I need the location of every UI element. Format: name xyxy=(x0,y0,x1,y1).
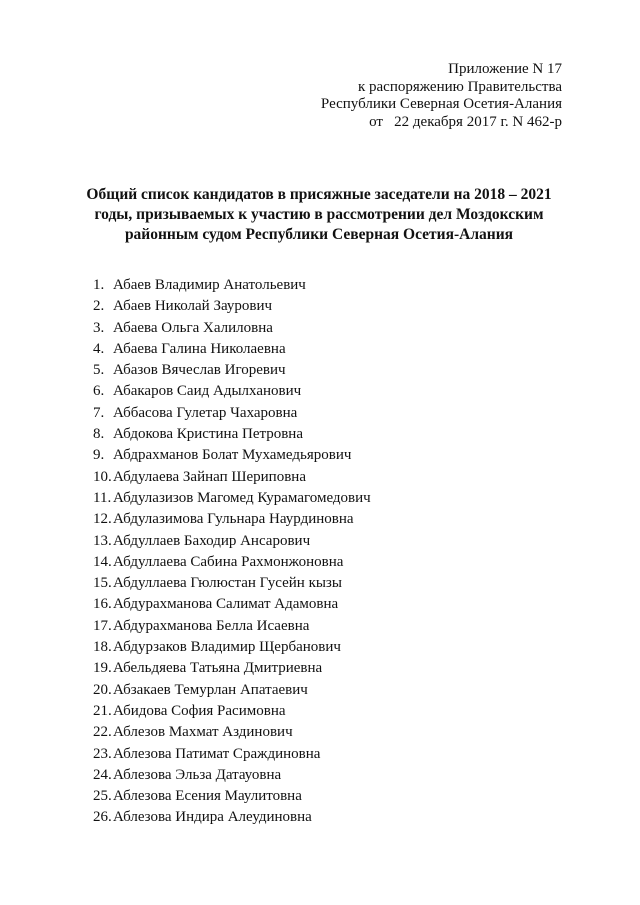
list-item xyxy=(93,445,371,466)
list-item xyxy=(93,488,371,509)
list-item-number: 26. xyxy=(93,809,112,826)
list-item xyxy=(93,318,371,339)
list-item-name: Аблезова Эльза Датауовна xyxy=(113,766,282,783)
list-item xyxy=(93,296,371,317)
list-item-number: 3. xyxy=(93,319,105,336)
list-item xyxy=(93,701,371,722)
list-item-name: Абаева Ольга Халиловна xyxy=(113,319,273,336)
list-item xyxy=(93,807,371,828)
list-item-name: Абдокова Кристина Петровна xyxy=(113,426,303,443)
list-item xyxy=(93,339,371,360)
list-item-name: Абдуллаев Баходир Ансарович xyxy=(113,532,311,549)
title-line-3: районным судом Республики Северная Осетия-Алания xyxy=(124,226,514,243)
list-item-name: Абаев Владимир Анатольевич xyxy=(113,277,306,293)
list-item xyxy=(93,531,371,552)
list-item-number: 1. xyxy=(93,277,105,293)
list-item-name: Абзакаев Темурлан Апатаевич xyxy=(113,681,308,698)
list-item-number: 4. xyxy=(93,340,105,357)
list-item-name: Абакаров Саид Адылханович xyxy=(113,383,302,400)
list-item xyxy=(93,744,371,765)
list-item xyxy=(93,786,371,807)
list-item xyxy=(93,360,371,381)
list-item-name: Абидова София Расимовна xyxy=(113,702,286,719)
list-item-name: Аблезова Патимат Сраждиновна xyxy=(113,745,321,762)
list-item xyxy=(93,424,371,445)
appendix-number: Приложение N 17 xyxy=(448,61,562,77)
list-item-number: 9. xyxy=(93,447,105,464)
list-item xyxy=(93,403,371,424)
list-item-number: 21. xyxy=(93,702,112,719)
appendix-header xyxy=(321,61,562,131)
list-item-number: 15. xyxy=(93,575,112,592)
title-line-1: Общий список кандидатов в присяжные заседатели на 2018 – 2021 xyxy=(86,186,552,203)
list-item-name: Абдурзаков Владимир Щербанович xyxy=(113,639,341,656)
list-item xyxy=(93,680,371,701)
list-item xyxy=(93,552,371,573)
list-item-number: 20. xyxy=(93,681,112,698)
list-item-number: 7. xyxy=(93,404,105,421)
list-item-name: Абазов Вячеслав Игоревич xyxy=(113,362,286,379)
list-item xyxy=(93,467,371,488)
appendix-reference: к распоряжению Правительства xyxy=(357,78,562,95)
list-item-number: 5. xyxy=(93,362,105,379)
list-item-name: Абдулазимова Гульнара Наурдиновна xyxy=(113,511,354,528)
list-item-name: Аблезова Индира Алеудиновна xyxy=(113,809,312,826)
list-item-name: Аббасова Гулетар Чахаровна xyxy=(113,404,298,421)
list-item-number: 6. xyxy=(93,383,105,400)
list-item xyxy=(93,381,371,402)
list-item-name: Абаев Николай Заурович xyxy=(113,298,273,315)
list-item-number: 23. xyxy=(93,745,112,762)
list-item xyxy=(93,573,371,594)
list-item-number: 24. xyxy=(93,766,112,783)
list-item-number: 16. xyxy=(93,596,112,613)
title-line-2: годы, призываемых к участию в рассмотрении дел Моздокским xyxy=(94,206,544,223)
candidate-list xyxy=(93,275,371,829)
document-title xyxy=(60,185,578,245)
list-item-number: 10. xyxy=(93,468,112,485)
list-item-name: Абельдяева Татьяна Дмитриевна xyxy=(113,660,323,677)
list-item-number: 17. xyxy=(93,617,112,634)
list-item xyxy=(93,594,371,615)
list-item-name: Абдурахманова Белла Исаевна xyxy=(113,617,310,634)
list-item xyxy=(93,722,371,743)
list-item xyxy=(93,658,371,679)
list-item xyxy=(93,616,371,637)
list-item xyxy=(93,765,371,786)
list-item-number: 12. xyxy=(93,511,112,528)
list-item-number: 18. xyxy=(93,639,112,656)
list-item-name: Абдуллаева Гюлюстан Гусейн кызы xyxy=(113,575,342,592)
list-item-number: 2. xyxy=(93,298,105,315)
list-item-name: Абдуллаева Сабина Рахмонжоновна xyxy=(113,553,344,570)
list-item-name: Аблезов Махмат Аздинович xyxy=(113,724,293,741)
list-item xyxy=(93,275,371,296)
list-item-number: 25. xyxy=(93,788,112,805)
appendix-date: от 22 декабря 2017 г. N 462-р xyxy=(369,113,562,130)
list-item-number: 11. xyxy=(93,489,112,506)
list-item-name: Абдулазизов Магомед Курамагомедович xyxy=(113,489,371,506)
list-item-name: Абдулаева Зайнап Шериповна xyxy=(113,468,306,485)
list-item-number: 22. xyxy=(93,724,112,741)
list-item xyxy=(93,637,371,658)
appendix-republic: Республики Северная Осетия-Алания xyxy=(320,96,562,112)
list-item xyxy=(93,509,371,530)
list-item-name: Абаева Галина Николаевна xyxy=(113,340,286,357)
list-item-name: Абдрахманов Болат Мухамедьярович xyxy=(113,447,352,464)
list-item-name: Аблезова Есения Маулитовна xyxy=(113,788,302,805)
list-item-number: 13. xyxy=(93,532,112,549)
list-item-number: 19. xyxy=(93,660,112,677)
list-item-number: 14. xyxy=(93,553,112,570)
list-item-number: 8. xyxy=(93,426,105,443)
list-item-name: Абдурахманова Салимат Адамовна xyxy=(113,596,339,613)
